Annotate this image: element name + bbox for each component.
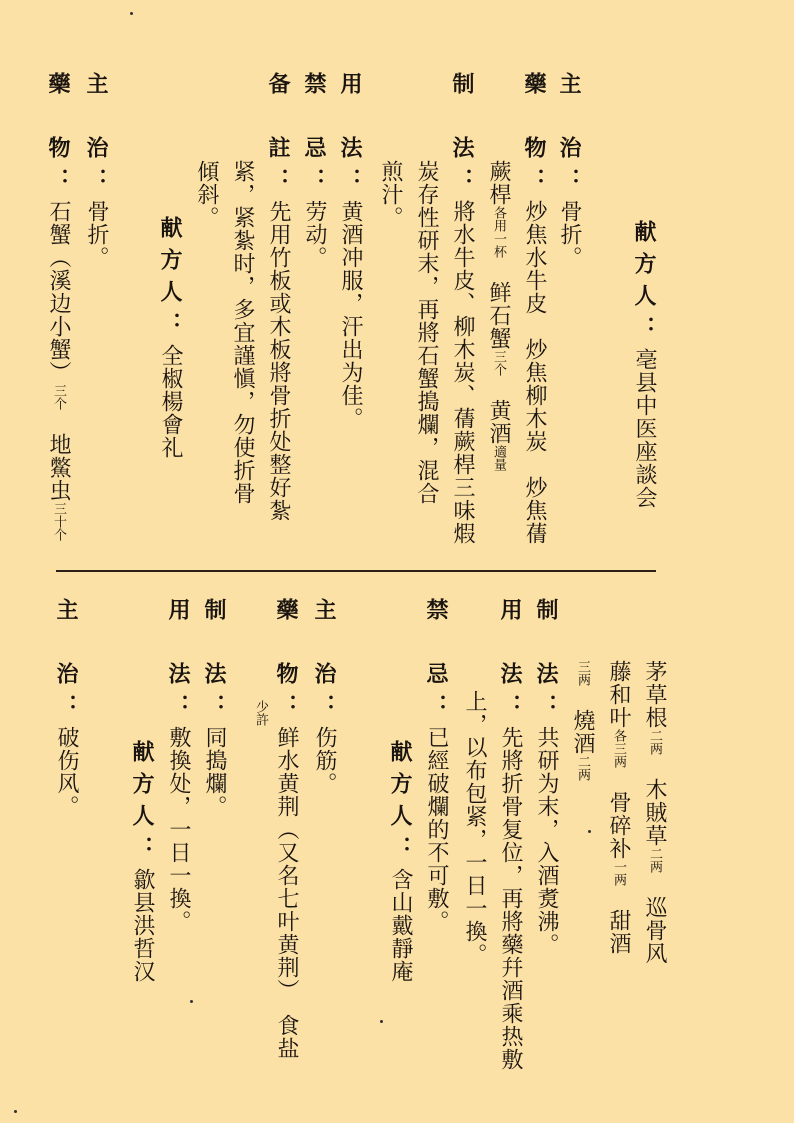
indication-3: 主 治：伤筋。 [311, 598, 337, 795]
indication-4: 主 治：破伤风。 [53, 598, 79, 818]
ingredients-cont-c: 三两 燒酒二两 [570, 660, 595, 781]
scan-speck [588, 830, 591, 833]
ingredients-3-cont: 少許 [253, 700, 268, 726]
contributor-2: 献方人：全椒楊會礼 [157, 216, 183, 459]
ingredients-3: 藥 物：鲜水黄荆（又名七叶黄荆） 食盐 [273, 598, 299, 1060]
ingredients-1: 藥 物：炒焦水牛皮 炒焦柳木炭 炒焦蒨 [521, 72, 547, 545]
ingredients-cont-a: 茅草根二两 木賊草二两 巡骨风 [642, 660, 667, 965]
contributor-3: 献方人：含山戴靜庵 [387, 740, 413, 983]
contributor-4: 献方人：歙县洪哲汉 [129, 740, 155, 983]
usage-2-cont: 上，以布包紧，一日一換。 [462, 690, 487, 966]
preparation-2: 制 法：共研为末，入酒煑沸。 [533, 598, 559, 956]
ingredients-1-cont: 蕨桿各用一杯 鲜石蟹三个 黄酒適量 [486, 160, 511, 471]
preparation-1-end: 煎汁。 [378, 160, 403, 229]
contraindication-2: 禁 忌：已經破爛的不可敷。 [423, 598, 449, 933]
scan-speck [190, 1000, 193, 1003]
usage-2: 用 法：先將折骨复位，再將藥幷酒乘热敷 [497, 598, 523, 1071]
preparation-3: 制 法：同搗爛。 [201, 598, 227, 818]
indication-1: 主 治：骨折。 [556, 72, 582, 269]
contributor-1: 献方人：亳县中医座談会 [631, 220, 657, 509]
scan-speck [380, 1020, 383, 1023]
contraindication-1: 禁 忌：劳动。 [301, 72, 327, 269]
preparation-1: 制 法：將水牛皮、柳木炭、蒨蕨桿三味煆 [449, 72, 475, 545]
indication-2: 主 治：骨折。 [83, 72, 109, 269]
ingredients-2: 藥 物：石蟹（溪边小蟹）三个 地鱉虫三十个 [45, 72, 71, 541]
section-divider [56, 570, 656, 572]
scan-speck [130, 12, 133, 15]
preparation-1-cont: 炭存性研末，再將石蟹搗爛，混合 [414, 160, 439, 505]
scan-speck [14, 1110, 17, 1113]
ingredients-cont-b: 藤和叶各三两 骨碎补一两 甜酒 [606, 660, 631, 955]
remarks-1-end: 傾斜。 [194, 160, 219, 229]
usage-3: 用 法：敷換处，一日一換。 [165, 598, 191, 933]
remarks-1: 备 註：先用竹板或木板將骨折处整好紮 [265, 72, 291, 522]
remarks-1-cont: 紧，紧紮时，多宜謹愼，勿使折骨 [230, 160, 255, 505]
usage-1: 用 法：黄酒冲服，汗出为佳。 [337, 72, 363, 430]
